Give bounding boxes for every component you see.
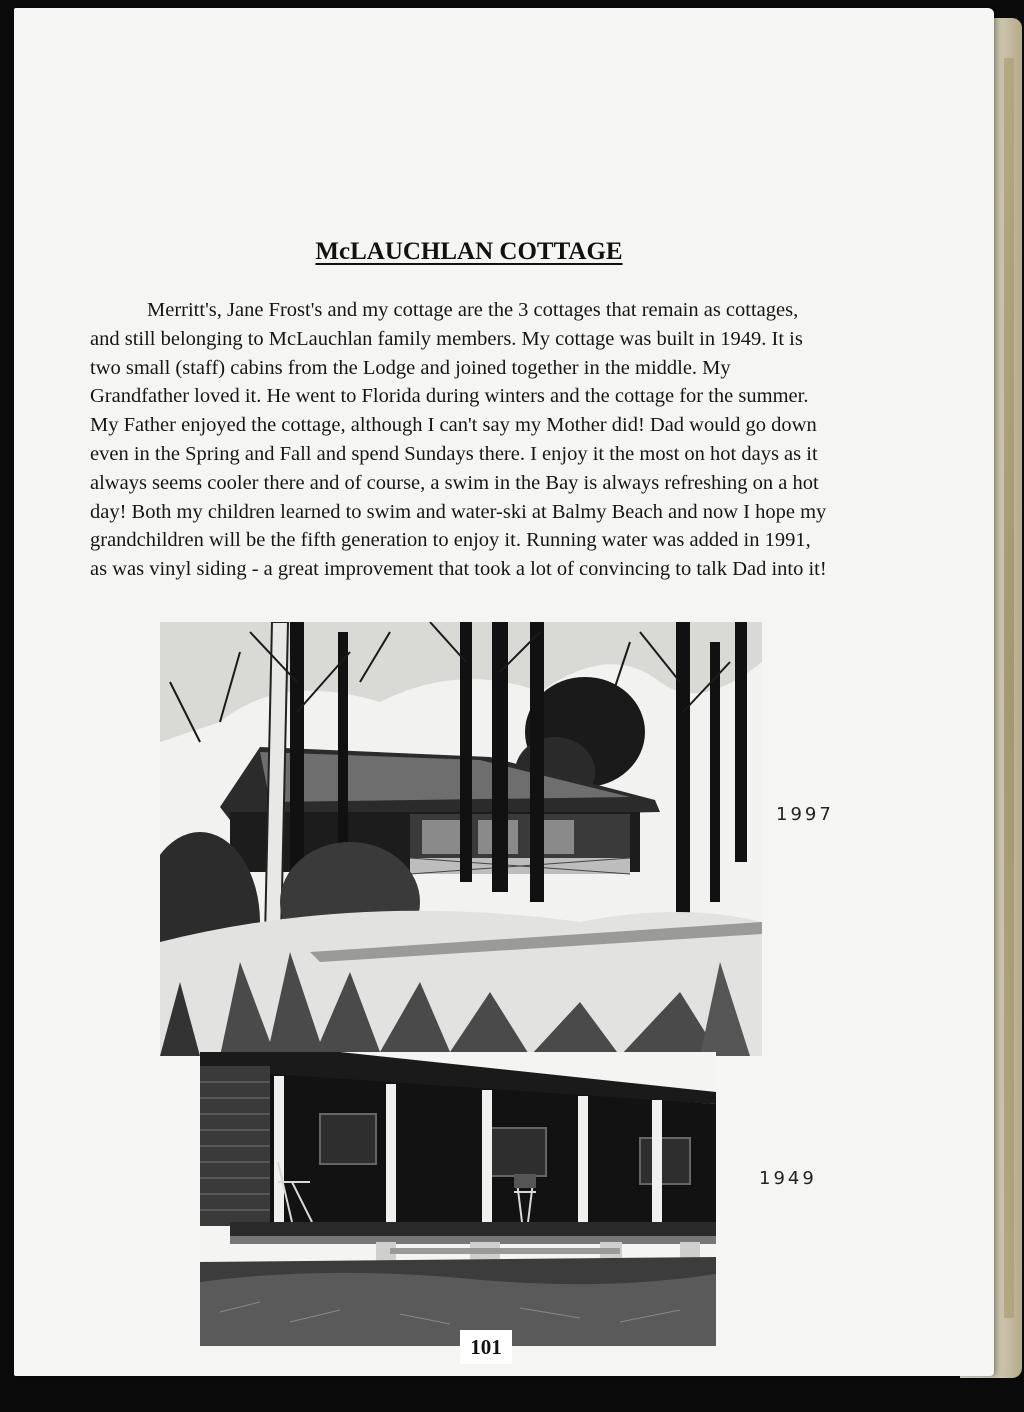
cottage-photo-1949 — [200, 1052, 716, 1346]
photo-caption-1949: 1949 — [759, 1168, 817, 1189]
page-number: 101 — [460, 1330, 512, 1364]
body-paragraph: Merritt's, Jane Frost's and my cottage are the 3 cottages that remain as cottages, and still belonging to McLauchlan family members. My cottage was built in 1949. It is two small (staff) cabins from the Lodge and joined together in the middle. My Grandfather loved it. He went to Florida during winters and the cottage for the summer. My Father enjoyed the cottage, although I can't say my Mother did! Dad would go down even in the Spring and Fall and spend Sundays there. I enjoy it the most on hot days as it always seems cooler there and of course, a swim in the Bay is always refreshing on a hot day! Both my children learned to swim and water-ski at Balmy Beach and now I hope my grandchildren will be the fifth generation to enjoy it. Running water was added in 1991, as was vinyl siding - a great improvement that took a lot of convincing to talk Dad into it! — [90, 299, 827, 581]
page-title: McLAUCHLAN COTTAGE — [315, 238, 623, 265]
photo-caption-1997: 1997 — [776, 804, 834, 825]
cottage-side-wall-1949 — [200, 1066, 270, 1226]
cottage-photo-1997 — [160, 622, 762, 1056]
document-page — [14, 8, 994, 1376]
